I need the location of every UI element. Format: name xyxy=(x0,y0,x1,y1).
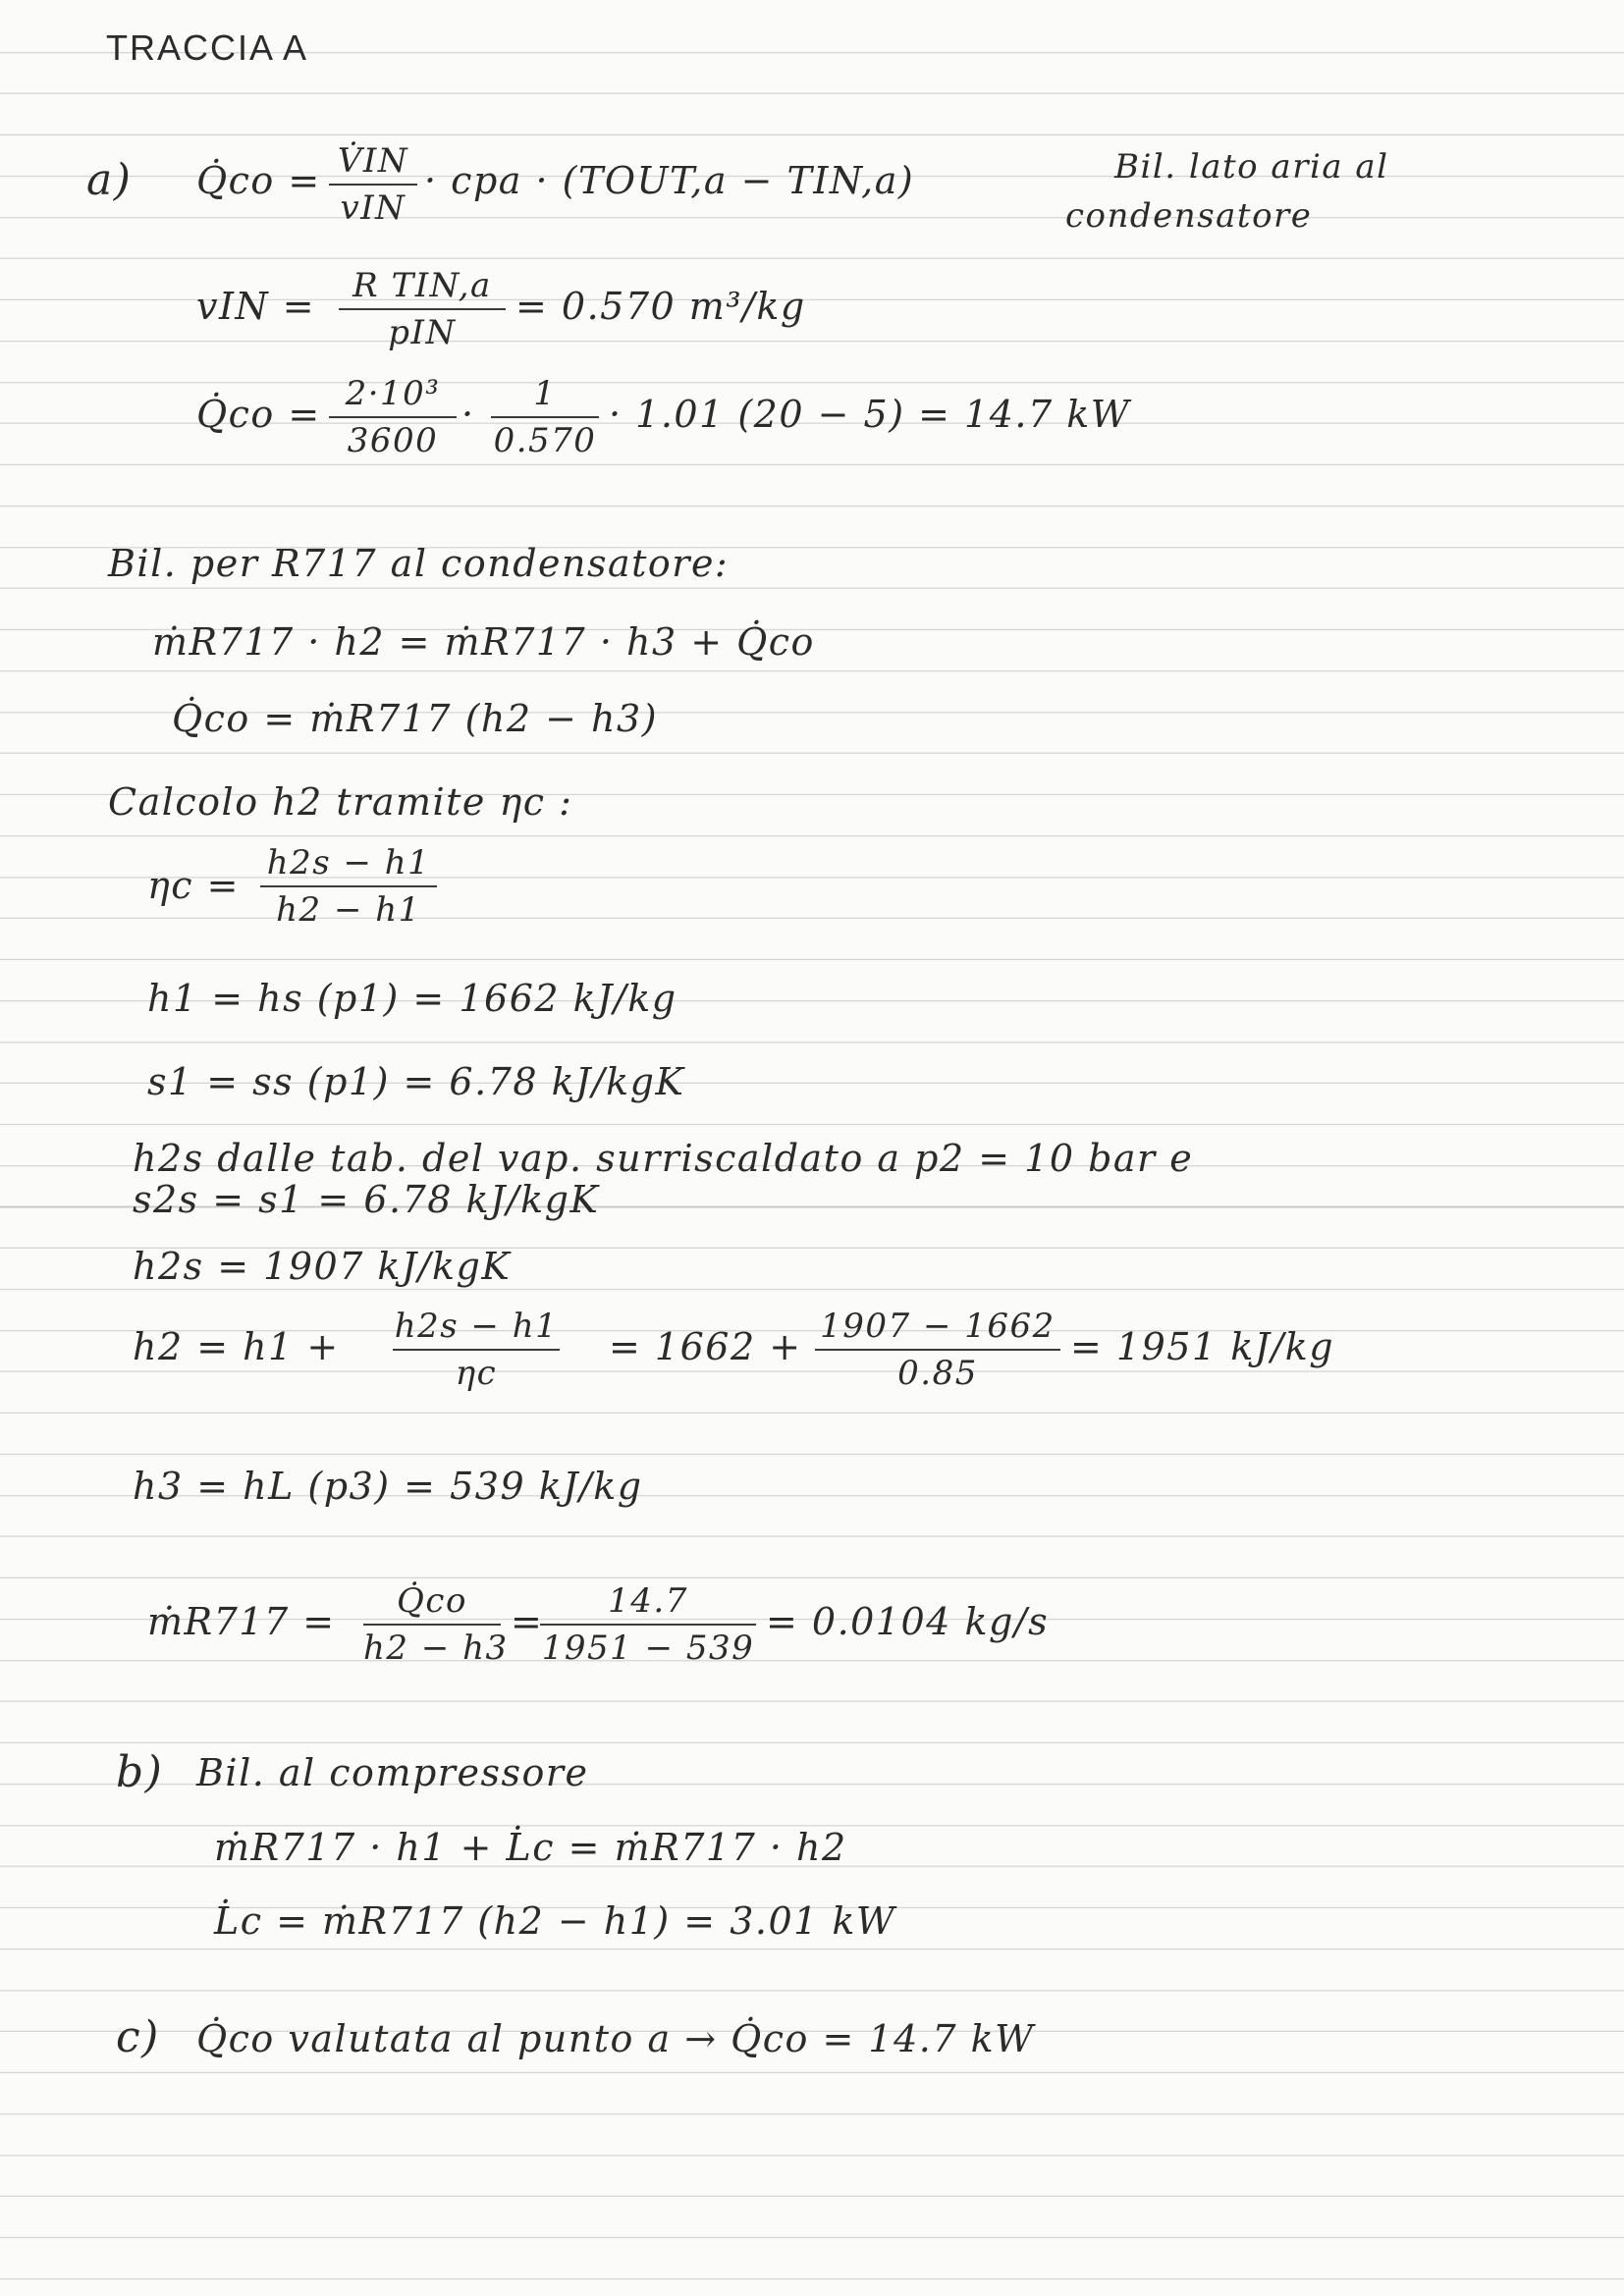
eq-etac-lhs: ηc = xyxy=(147,864,240,907)
eq-qco-value-rhs: · 1.01 (20 − 5) = 14.7 kW xyxy=(609,393,1131,436)
note-condenser: condensatore xyxy=(1065,196,1313,236)
eq-qco-value-lhs: Q̇co = xyxy=(196,393,321,436)
h2s-note-line-1: h2s dalle tab. del vap. surriscaldato a p2 = 10 bar e xyxy=(133,1137,1194,1180)
fraction-denominator: ηc xyxy=(455,1354,498,1393)
eq-qco-r717: Q̇co = ṁR717 (h2 − h3) xyxy=(172,697,659,740)
eq-h2-rhs: = 1951 kJ/kg xyxy=(1070,1325,1335,1368)
fraction-denominator: 3600 xyxy=(347,421,439,460)
part-c-text: Q̇co valutata al punto a → Q̇co = 14.7 kW xyxy=(196,2017,1035,2060)
eq-etac-fraction xyxy=(260,844,437,929)
fraction-numerator: h2s − h1 xyxy=(394,1307,559,1346)
fraction-bar xyxy=(393,1349,560,1351)
fraction-denominator: vIN xyxy=(340,188,406,228)
eq-qco-lhs: Q̇co = xyxy=(196,159,321,202)
fraction-denominator: h2 − h3 xyxy=(363,1629,509,1668)
fraction-numerator: 14.7 xyxy=(608,1581,688,1621)
note-air-balance: Bil. lato aria al xyxy=(1114,147,1389,187)
eq-h1: h1 = hs (p1) = 1662 kJ/kg xyxy=(147,977,677,1020)
fraction-numerator: Q̇co xyxy=(397,1581,467,1621)
fraction-denominator: pIN xyxy=(388,313,457,352)
fraction-numerator: V̇IN xyxy=(337,141,409,181)
fraction-bar xyxy=(491,416,599,418)
fraction-bar xyxy=(339,308,506,310)
fraction-numerator: 1907 − 1662 xyxy=(820,1307,1056,1346)
fraction-bar xyxy=(260,885,437,887)
calc-h2-heading: Calcolo h2 tramite ηc : xyxy=(108,780,573,824)
eq-vin-lhs: vIN = xyxy=(196,285,316,328)
eq-mdot-rhs: = 0.0104 kg/s xyxy=(766,1600,1050,1643)
eq-vin-rhs: = 0.570 m³/kg xyxy=(515,285,806,328)
eq-qco-value-fraction-2 xyxy=(491,375,599,459)
fraction-bar xyxy=(329,416,457,418)
fraction-denominator: 1951 − 539 xyxy=(541,1629,755,1668)
fraction-numerator: 1 xyxy=(533,374,557,413)
eq-h2s: h2s = 1907 kJ/kgK xyxy=(133,1245,512,1288)
eq-compressor-balance: ṁR717 · h1 + L̇c = ṁR717 · h2 xyxy=(214,1826,847,1869)
fraction-bar xyxy=(329,184,417,186)
fraction-bar xyxy=(363,1624,501,1626)
eq-h3: h3 = hL (p3) = 539 kJ/kg xyxy=(133,1465,643,1508)
eq-mdot-fraction-2 xyxy=(540,1582,756,1667)
fraction-numerator: h2s − h1 xyxy=(266,843,431,882)
fraction-bar xyxy=(540,1624,756,1626)
eq-compressor-power: L̇c = ṁR717 (h2 − h1) = 3.01 kW xyxy=(214,1899,896,1943)
eq-h2-fraction-1 xyxy=(393,1308,560,1392)
eq-h2-lhs: h2 = h1 + xyxy=(133,1325,340,1368)
fraction-numerator: R TIN,a xyxy=(352,266,492,305)
fraction-numerator: 2·10³ xyxy=(345,374,441,413)
eq-mdot-fraction-1 xyxy=(363,1581,509,1668)
eq-qco-rhs: · cpa · (TOUT,a − TIN,a) xyxy=(424,159,915,202)
page-title: TRACCIA A xyxy=(106,27,309,68)
eq-mdot-lhs: ṁR717 = xyxy=(147,1600,336,1643)
fraction-denominator: 0.570 xyxy=(493,421,597,460)
fraction-denominator: 0.85 xyxy=(897,1354,978,1393)
bil-r717-heading: Bil. per R717 al condensatore: xyxy=(108,542,730,585)
fraction-bar xyxy=(815,1349,1060,1351)
compressor-balance-heading: Bil. al compressore xyxy=(196,1751,589,1794)
eq-r717-balance: ṁR717 · h2 = ṁR717 · h3 + Q̇co xyxy=(152,620,815,664)
eq-h2-mid: = 1662 + xyxy=(609,1325,802,1368)
eq-qco-value-fraction-1 xyxy=(329,375,457,459)
eq-h2-fraction-2 xyxy=(815,1308,1060,1392)
part-c-label: c) xyxy=(116,2012,160,2062)
eq-qco-value-dot: · xyxy=(461,393,475,436)
part-b-label: b) xyxy=(116,1747,164,1797)
part-a-label: a) xyxy=(86,155,133,205)
eq-s1: s1 = ss (p1) = 6.78 kJ/kgK xyxy=(147,1060,685,1103)
eq-mdot-equals: = xyxy=(511,1600,544,1643)
eq-qco-fraction xyxy=(329,142,417,227)
eq-vin-fraction xyxy=(339,267,506,351)
fraction-denominator: h2 − h1 xyxy=(276,890,421,930)
h2s-note-line-2: s2s = s1 = 6.78 kJ/kgK xyxy=(133,1178,600,1221)
